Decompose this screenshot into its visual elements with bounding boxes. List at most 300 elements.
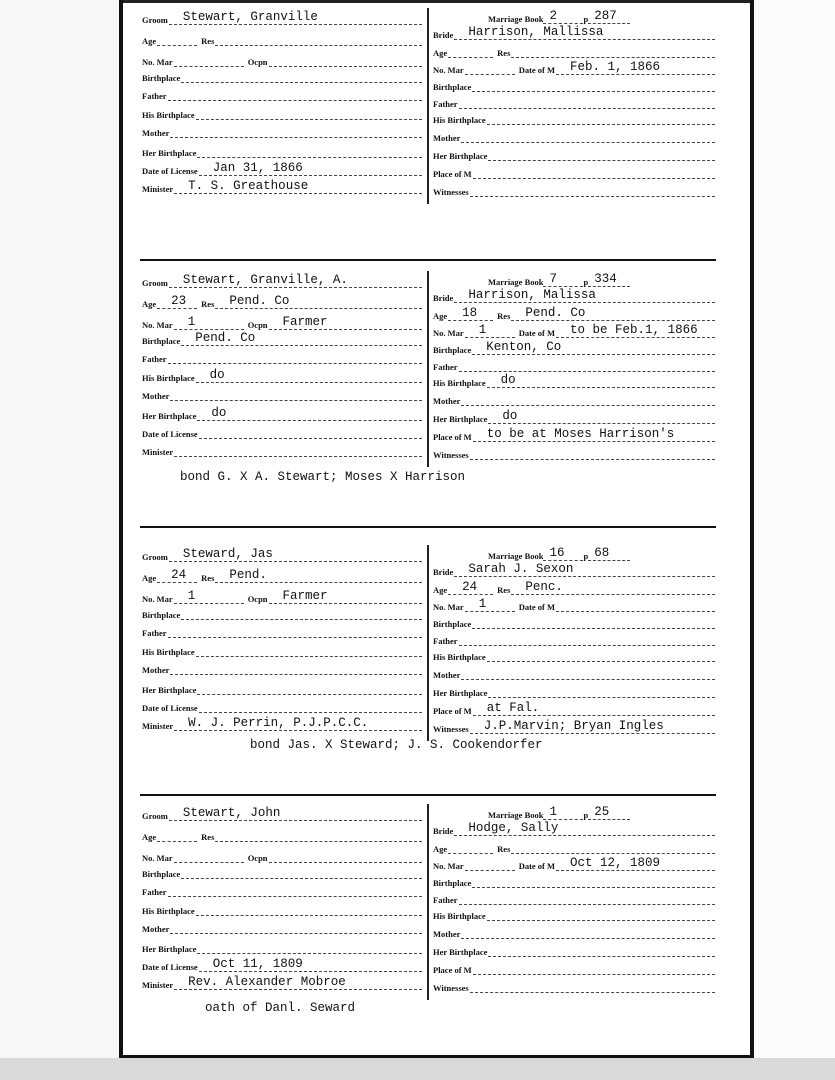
bride-bride-field [454,822,715,836]
bride-no-mar-value: 1 [478,597,487,611]
groom-groom-label: Groom [142,278,168,288]
groom-her-birthplace-field [197,144,422,158]
groom-date-of-license-field [199,958,422,972]
groom-groom-field [169,548,422,562]
bride-bride-field [454,289,715,303]
bride-row [433,943,715,957]
marriage-record-card [0,537,835,777]
groom-minister-field [174,180,422,194]
bride-row [433,581,715,595]
groom-row [142,295,422,309]
groom-mother-label: Mother [142,665,170,675]
record-note: bond G. X A. Stewart; Moses X Harrison [180,470,466,484]
bride-date-of-marriage-field [556,598,715,612]
groom-row [142,849,422,863]
page-field [588,547,630,561]
bride-row [433,907,715,921]
scan-margin-bottom [0,1058,835,1080]
bride-date-of-marriage-value: Feb. 1, 1866 [570,60,661,74]
bride-date-of-marriage-label: Date of M [518,328,556,338]
bride-father-field [459,95,715,109]
groom-row [142,350,422,364]
groom-birthplace-label: Birthplace [142,336,181,346]
groom-mother-field [170,661,422,675]
groom-res-label: Res [201,299,215,309]
groom-mother-label: Mother [142,128,170,138]
bride-no-mar-label: No. Mar [433,65,464,75]
bride-age-field [448,307,493,321]
groom-his-birthplace-field [196,902,422,916]
bride-date-of-marriage-value: Oct 12, 1809 [570,856,661,870]
bride-row [433,392,715,406]
groom-groom-value: Stewart, Granville [182,10,318,24]
groom-mother-field [170,124,422,138]
groom-row [142,443,422,457]
bride-birthplace-label: Birthplace [433,82,472,92]
marriage-record-card [0,0,835,240]
marriage-book-value: 16 [549,546,565,560]
bride-date-of-marriage-field [556,324,715,338]
bride-row [433,78,715,92]
groom-groom-value: Stewart, Granville, A. [182,273,348,287]
bride-row [433,648,715,662]
bride-age-label: Age [433,311,448,321]
page-value: 287 [594,9,617,23]
groom-groom-label: Groom [142,15,168,25]
groom-row [142,807,422,821]
groom-age-field [157,569,197,583]
bride-row [433,358,715,372]
bride-no-mar-label: No. Mar [433,328,464,338]
page-field [588,806,630,820]
groom-father-label: Father [142,91,167,101]
bride-father-label: Father [433,895,458,905]
groom-row [142,180,422,194]
groom-row [142,940,422,954]
bride-her-birthplace-value: do [502,409,518,423]
bride-his-birthplace-field [487,907,715,921]
bride-birthplace-field [472,874,715,888]
groom-his-birthplace-label: His Birthplace [142,647,195,657]
bride-row [433,702,715,716]
groom-minister-field [174,443,422,457]
bride-no-mar-value: 1 [478,323,487,337]
bride-father-field [459,891,715,905]
groom-his-birthplace-label: His Birthplace [142,110,195,120]
groom-no-mar-value: 1 [187,589,196,603]
bride-res-field [511,581,715,595]
groom-father-field [168,350,422,364]
groom-date-of-license-label: Date of License [142,429,198,439]
bride-place-of-m-label: Place of M [433,169,472,179]
marriage-book-value: 2 [549,9,557,23]
groom-row [142,124,422,138]
bride-his-birthplace-field [487,648,715,662]
groom-row [142,865,422,879]
bride-place-of-m-field [473,165,715,179]
groom-mother-field [170,920,422,934]
bride-birthplace-field [472,341,715,355]
bride-birthplace-label: Birthplace [433,345,472,355]
groom-father-field [168,87,422,101]
groom-row [142,407,422,421]
bride-place-of-m-field [473,428,715,442]
page-value: 334 [594,272,617,286]
page-label: p [583,277,589,287]
bride-row [433,61,715,75]
bride-her-birthplace-field [488,943,715,957]
groom-groom-field [169,11,422,25]
bride-bride-label: Bride [433,293,454,303]
groom-res-label: Res [201,36,215,46]
marriage-book-label: Marriage Book [488,810,544,820]
groom-his-birthplace-field [196,369,422,383]
groom-groom-field [169,274,422,288]
groom-birthplace-label: Birthplace [142,73,181,83]
marriage-book-ref [488,547,630,561]
groom-row [142,643,422,657]
bride-his-birthplace-field [487,374,715,388]
groom-her-birthplace-label: Her Birthplace [142,944,197,954]
bride-witnesses-label: Witnesses [433,187,469,197]
bride-res-field [511,44,715,58]
groom-no-mar-label: No. Mar [142,853,173,863]
bride-age-label: Age [433,585,448,595]
bride-res-label: Res [497,585,511,595]
groom-row [142,387,422,401]
bride-father-label: Father [433,99,458,109]
groom-mother-label: Mother [142,391,170,401]
record-note: oath of Danl. Seward [205,1001,356,1015]
groom-ocpn-field [269,590,422,604]
groom-date-of-license-value: Oct 11, 1809 [212,957,303,971]
groom-date-of-license-field [199,699,422,713]
groom-age-value: 24 [171,568,187,582]
bride-bride-label: Bride [433,826,454,836]
bride-row [433,874,715,888]
bride-age-field [448,581,493,595]
groom-row [142,316,422,330]
page-label: p [583,810,589,820]
marriage-book-field [543,547,583,561]
marriage-book-ref [488,273,630,287]
groom-row [142,332,422,346]
page-field [588,273,630,287]
groom-minister-label: Minister [142,447,174,457]
groom-groom-field [169,807,422,821]
groom-age-field [157,32,197,46]
marriage-record-card [0,796,835,1036]
page-value: 68 [594,546,610,560]
bride-mother-label: Mother [433,670,461,680]
marriage-book-field [543,10,583,24]
groom-her-birthplace-label: Her Birthplace [142,148,197,158]
bride-birthplace-value: Kenton, Co [486,340,562,354]
bride-row [433,857,715,871]
page-label: p [583,14,589,24]
groom-her-birthplace-label: Her Birthplace [142,411,197,421]
groom-row [142,144,422,158]
groom-her-birthplace-field [197,681,422,695]
bride-mother-field [461,392,715,406]
bride-date-of-marriage-label: Date of M [518,861,556,871]
bride-birthplace-field [472,78,715,92]
bride-res-value: Pend. Co [525,306,586,320]
groom-minister-label: Minister [142,980,174,990]
groom-father-field [168,624,422,638]
marriage-book-ref [488,806,630,820]
bride-bride-field [454,563,715,577]
bride-place-of-m-label: Place of M [433,965,472,975]
groom-age-field [157,295,197,309]
groom-birthplace-field [181,606,422,620]
bride-place-of-m-field [473,961,715,975]
bride-row [433,632,715,646]
marriage-book-label: Marriage Book [488,551,544,561]
bride-row [433,666,715,680]
groom-date-of-license-value: Jan 31, 1866 [212,161,303,175]
groom-minister-label: Minister [142,184,174,194]
bride-his-birthplace-label: His Birthplace [433,115,486,125]
bride-date-of-marriage-label: Date of M [518,602,556,612]
groom-row [142,162,422,176]
bride-his-birthplace-label: His Birthplace [433,911,486,921]
bride-res-label: Res [497,311,511,321]
bride-row [433,374,715,388]
bride-row [433,410,715,424]
groom-father-label: Father [142,354,167,364]
groom-row [142,274,422,288]
bride-mother-field [461,129,715,143]
groom-father-label: Father [142,628,167,638]
bride-row [433,961,715,975]
bride-row [433,111,715,125]
bride-date-of-marriage-field [556,857,715,871]
groom-her-birthplace-field [197,940,422,954]
record-note: bond Jas. X Steward; J. S. Cookendorfer [250,738,543,752]
bride-age-label: Age [433,48,448,58]
bride-row [433,95,715,109]
bride-row [433,289,715,303]
groom-age-label: Age [142,36,157,46]
bride-place-of-m-field [473,702,715,716]
bride-date-of-marriage-label: Date of M [518,65,556,75]
bride-her-birthplace-label: Her Birthplace [433,151,488,161]
groom-groom-value: Steward, Jas [182,547,273,561]
groom-row [142,425,422,439]
bride-father-field [459,358,715,372]
groom-no-mar-field [174,590,244,604]
bride-res-label: Res [497,48,511,58]
groom-birthplace-label: Birthplace [142,869,181,879]
bride-bride-value: Sarah J. Sexon [468,562,574,576]
groom-row [142,699,422,713]
groom-birthplace-label: Birthplace [142,610,181,620]
bride-father-field [459,632,715,646]
groom-date-of-license-label: Date of License [142,166,198,176]
groom-minister-value: W. J. Perrin, P.J.P.C.C. [188,716,369,730]
groom-her-birthplace-label: Her Birthplace [142,685,197,695]
bride-row [433,324,715,338]
bride-father-label: Father [433,362,458,372]
groom-date-of-license-field [199,162,422,176]
groom-res-label: Res [201,832,215,842]
groom-res-field [215,828,422,842]
bride-mother-label: Mother [433,929,461,939]
groom-birthplace-field [181,332,422,346]
groom-no-mar-value: 1 [187,315,196,329]
groom-row [142,976,422,990]
groom-groom-label: Groom [142,811,168,821]
groom-row [142,717,422,731]
groom-his-birthplace-label: His Birthplace [142,373,195,383]
groom-row [142,87,422,101]
bride-witnesses-field [470,183,715,197]
bride-row [433,183,715,197]
groom-res-field [215,295,422,309]
groom-row [142,590,422,604]
bride-date-of-marriage-value: to be Feb.1, 1866 [570,323,698,337]
bride-bride-value: Hodge, Sally [468,821,559,835]
groom-res-field [215,32,422,46]
bride-her-birthplace-label: Her Birthplace [433,414,488,424]
page-field [588,10,630,24]
groom-row [142,624,422,638]
groom-date-of-license-field [199,425,422,439]
bride-her-birthplace-field [488,410,715,424]
groom-row [142,828,422,842]
marriage-book-ref [488,10,630,24]
marriage-book-value: 7 [549,272,557,286]
groom-no-mar-label: No. Mar [142,320,173,330]
groom-her-birthplace-value: do [211,406,227,420]
groom-row [142,11,422,25]
marriage-record-card [0,263,835,503]
bride-age-field [448,840,493,854]
marriage-book-field [543,806,583,820]
bride-row [433,428,715,442]
column-divider [427,271,429,467]
groom-birthplace-value: Pend. Co [195,331,256,345]
bride-age-value: 24 [462,580,478,594]
groom-row [142,606,422,620]
groom-row [142,106,422,120]
groom-ocpn-value: Farmer [282,315,328,329]
bride-witnesses-label: Witnesses [433,983,469,993]
groom-no-mar-label: No. Mar [142,57,173,67]
bride-his-birthplace-label: His Birthplace [433,652,486,662]
groom-birthplace-field [181,69,422,83]
groom-row [142,958,422,972]
bride-witnesses-field [470,979,715,993]
bride-her-birthplace-field [488,147,715,161]
bride-bride-value: Harrison, Mallissa [468,25,604,39]
groom-ocpn-label: Ocpn [247,594,268,604]
groom-row [142,569,422,583]
bride-row [433,720,715,734]
groom-date-of-license-label: Date of License [142,962,198,972]
bride-res-field [511,840,715,854]
bride-row [433,129,715,143]
groom-birthplace-field [181,865,422,879]
bride-age-label: Age [433,844,448,854]
bride-mother-field [461,666,715,680]
bride-her-birthplace-label: Her Birthplace [433,688,488,698]
groom-age-label: Age [142,573,157,583]
bride-his-birthplace-value: do [500,373,516,387]
groom-ocpn-label: Ocpn [247,57,268,67]
bride-row [433,598,715,612]
bride-her-birthplace-field [488,684,715,698]
bride-birthplace-label: Birthplace [433,878,472,888]
groom-row [142,661,422,675]
groom-his-birthplace-label: His Birthplace [142,906,195,916]
bride-bride-value: Harrison, Malissa [468,288,596,302]
groom-row [142,53,422,67]
bride-mother-field [461,925,715,939]
groom-ocpn-value: Farmer [282,589,328,603]
groom-row [142,681,422,695]
groom-minister-label: Minister [142,721,174,731]
bride-row [433,446,715,460]
groom-minister-value: T. S. Greathouse [188,179,309,193]
bride-bride-label: Bride [433,30,454,40]
marriage-book-value: 1 [549,805,557,819]
bride-her-birthplace-label: Her Birthplace [433,947,488,957]
bride-bride-label: Bride [433,567,454,577]
bride-his-birthplace-field [487,111,715,125]
groom-age-label: Age [142,299,157,309]
card-separator [140,526,716,528]
bride-mother-label: Mother [433,396,461,406]
page-border-bottom [119,1055,754,1058]
groom-row [142,902,422,916]
card-separator [140,259,716,261]
groom-ocpn-label: Ocpn [247,320,268,330]
bride-no-mar-field [465,61,515,75]
groom-his-birthplace-field [196,106,422,120]
bride-place-of-m-value: to be at Moses Harrison's [486,427,675,441]
bride-no-mar-label: No. Mar [433,861,464,871]
bride-row [433,26,715,40]
groom-res-field [215,569,422,583]
bride-bride-field [454,26,715,40]
groom-ocpn-field [269,849,422,863]
bride-row [433,822,715,836]
groom-row [142,32,422,46]
groom-ocpn-label: Ocpn [247,853,268,863]
groom-groom-value: Stewart, John [182,806,281,820]
groom-ocpn-field [269,316,422,330]
bride-place-of-m-value: at Fal. [486,701,540,715]
groom-age-label: Age [142,832,157,842]
bride-witnesses-field [470,720,715,734]
groom-age-field [157,828,197,842]
marriage-book-label: Marriage Book [488,277,544,287]
bride-res-field [511,307,715,321]
page-value: 25 [594,805,610,819]
bride-date-of-marriage-field [556,61,715,75]
bride-age-value: 18 [462,306,478,320]
groom-mother-field [170,387,422,401]
bride-row [433,44,715,58]
bride-mother-label: Mother [433,133,461,143]
groom-his-birthplace-field [196,643,422,657]
bride-row [433,840,715,854]
bride-res-label: Res [497,844,511,854]
groom-no-mar-field [174,53,244,67]
bride-no-mar-field [465,324,515,338]
